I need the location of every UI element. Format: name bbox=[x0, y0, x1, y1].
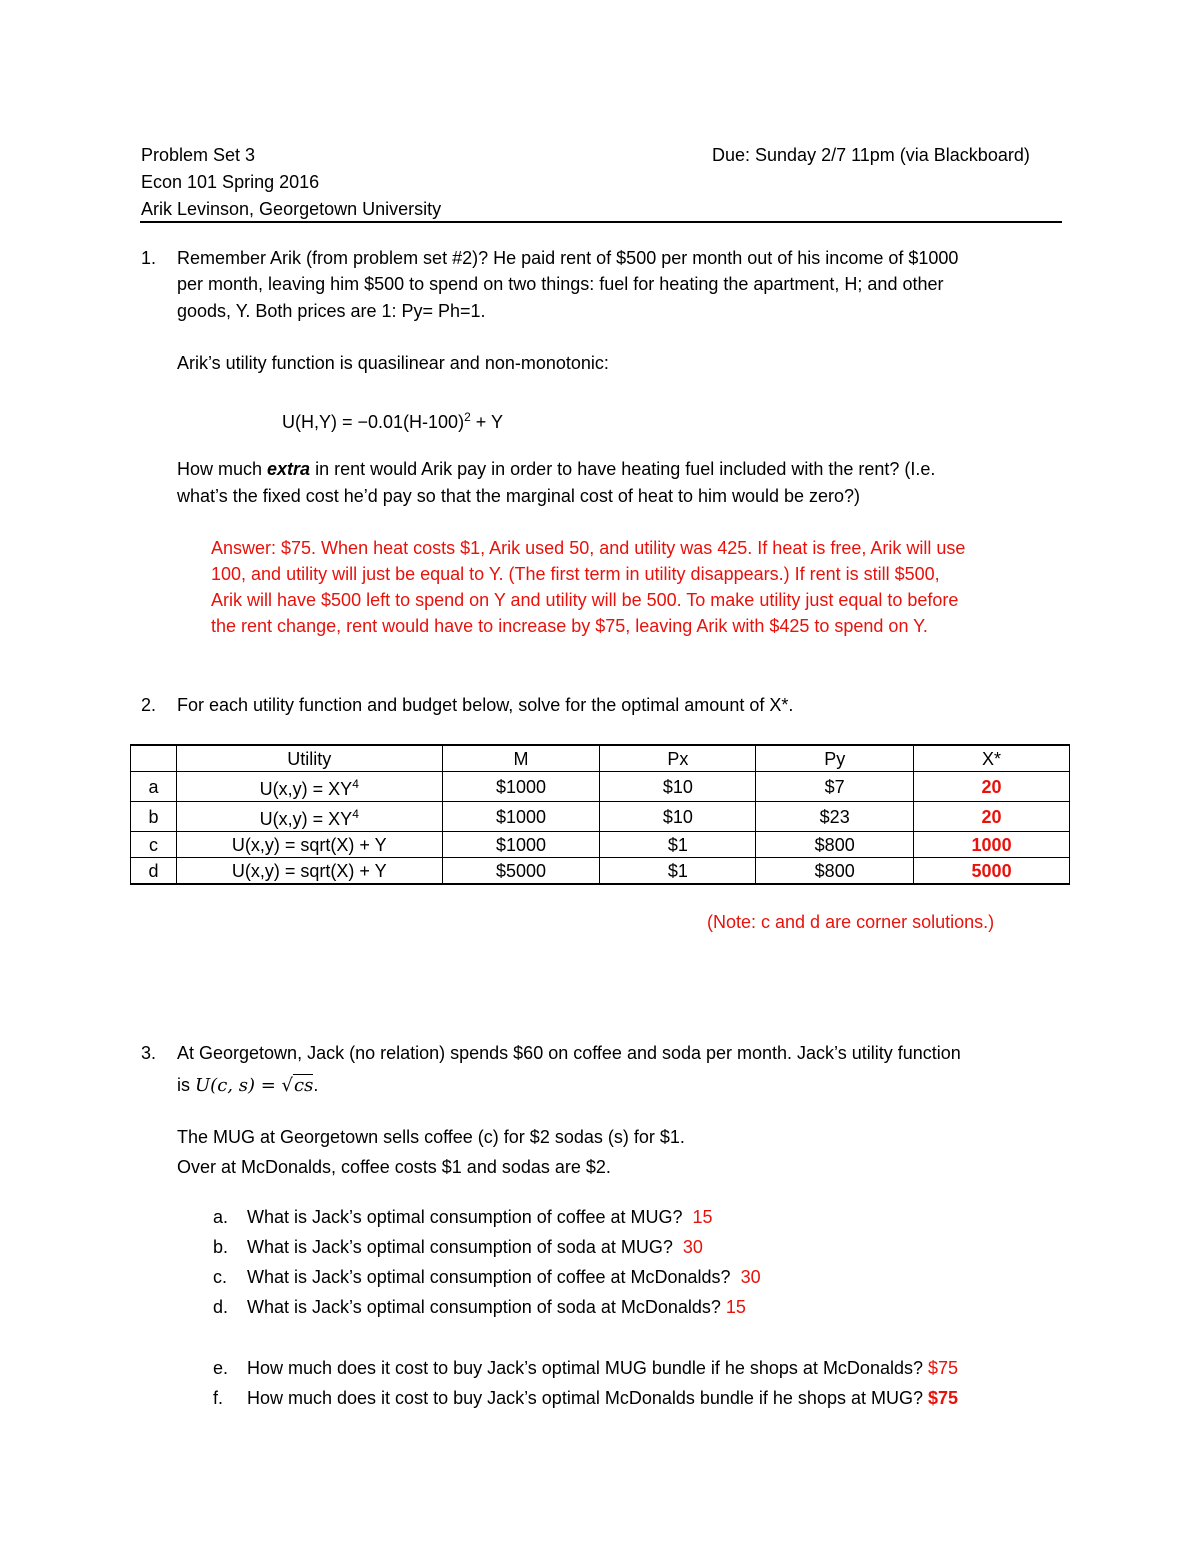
q3-item-label: d. bbox=[213, 1297, 229, 1317]
q3-item-label: c. bbox=[213, 1267, 228, 1287]
q1-formula-tail: + Y bbox=[470, 412, 503, 432]
income-cell: $1000 bbox=[442, 832, 600, 858]
q3-item-text: What is Jack’s optimal consumption of coffee at MUG? bbox=[247, 1207, 683, 1227]
sqrt-icon: √ bbox=[281, 1075, 293, 1096]
q3-utility-formula: U(c, s) = bbox=[195, 1075, 282, 1096]
q2-note: (Note: c and d are corner solutions.) bbox=[707, 912, 995, 932]
utility-cell: U(x,y) = sqrt(X) + Y bbox=[176, 858, 442, 885]
py-cell: $800 bbox=[756, 832, 914, 858]
q3-item-text: What is Jack’s optimal consumption of coffee at McDonalds? bbox=[247, 1267, 731, 1287]
q1-question-rest: in rent would Arik pay in order to have heating fuel included with the rent? (I.e. bbox=[310, 459, 936, 479]
q3-line-2: is U(c, s) = √cs. bbox=[177, 1075, 319, 1096]
px-cell: $10 bbox=[600, 802, 756, 832]
row-label: a bbox=[131, 772, 177, 802]
utility-cell bbox=[176, 772, 442, 802]
q1-answer-line-4: the rent change, rent would have to increase by $75, leaving Arik with $425 to spend on Y. bbox=[211, 616, 928, 636]
q1-formula-base: U(H,Y) = −0.01(H-100) bbox=[282, 412, 465, 432]
table-row bbox=[131, 802, 1070, 832]
utility-exponent: 4 bbox=[352, 777, 359, 791]
q3-mug-prices: The MUG at Georgetown sells coffee (c) for $2 sodas (s) for $1. bbox=[177, 1127, 685, 1147]
px-cell: $1 bbox=[600, 858, 756, 885]
header-rule bbox=[140, 221, 1062, 223]
problem-set-title: Problem Set 3 bbox=[141, 145, 256, 165]
q1-question-start: How much bbox=[177, 459, 268, 479]
q3-item-b bbox=[247, 1236, 703, 1258]
q1-line-1: Remember Arik (from problem set #2)? He paid rent of $500 per month out of his income of $1000 bbox=[177, 248, 959, 268]
author-line: Arik Levinson, Georgetown University bbox=[141, 199, 442, 219]
income-cell: $5000 bbox=[442, 858, 600, 885]
q3-item-text: What is Jack’s optimal consumption of soda at McDonalds? bbox=[247, 1297, 721, 1317]
q3-item-label: b. bbox=[213, 1237, 229, 1257]
q3-item-c bbox=[247, 1266, 761, 1288]
q3-line-2-start: is bbox=[177, 1075, 195, 1095]
table-header-cell: M bbox=[442, 745, 600, 772]
q3-item-label: f. bbox=[213, 1388, 224, 1408]
q1-line-2: per month, leaving him $500 to spend on two things: fuel for heating the apartment, H; and other bbox=[177, 274, 944, 294]
table-header-cell: Py bbox=[756, 745, 914, 772]
row-label: c bbox=[131, 832, 177, 858]
table-header-cell: X* bbox=[914, 745, 1070, 772]
table-header-row bbox=[131, 745, 1070, 772]
q3-item-answer: 30 bbox=[682, 1237, 703, 1257]
table-header-cell: Px bbox=[600, 745, 756, 772]
x-star-cell: 5000 bbox=[914, 858, 1070, 885]
px-cell: $1 bbox=[600, 832, 756, 858]
q3-item-f bbox=[247, 1387, 958, 1409]
utility-text: U(x,y) = XY bbox=[259, 809, 353, 829]
q1-utility-formula bbox=[282, 406, 503, 433]
q1-question-line-2: what’s the fixed cost he’d pay so that the marginal cost of heat to him would be zero?) bbox=[177, 486, 861, 506]
py-cell: $800 bbox=[756, 858, 914, 885]
table-row bbox=[131, 772, 1070, 802]
due-date: Due: Sunday 2/7 11pm (via Blackboard) bbox=[712, 145, 1030, 165]
q3-mcdonalds-prices: Over at McDonalds, coffee costs $1 and sodas are $2. bbox=[177, 1157, 611, 1177]
table-row bbox=[131, 858, 1070, 885]
q1-answer-line-2: 100, and utility will just be equal to Y. (The first term in utility disappears.) If rent is still $500, bbox=[211, 564, 940, 584]
q1-utility-intro: Arik’s utility function is quasilinear and non-monotonic: bbox=[177, 353, 609, 373]
q3-item-label: a. bbox=[213, 1207, 229, 1227]
table-header-cell: Utility bbox=[176, 745, 442, 772]
table-row bbox=[131, 832, 1070, 858]
q3-item-e bbox=[247, 1357, 958, 1379]
q1-answer-line-1: Answer: $75. When heat costs $1, Arik used 50, and utility was 425. If heat is free, Arik will use bbox=[211, 538, 966, 558]
q3-item-answer: 15 bbox=[692, 1207, 713, 1227]
q3-number: 3. bbox=[141, 1043, 157, 1063]
q1-answer-line-3: Arik will have $500 left to spend on Y and utility will be 500. To make utility just equal to before bbox=[211, 590, 959, 610]
row-label: d bbox=[131, 858, 177, 885]
income-cell: $1000 bbox=[442, 772, 600, 802]
income-cell: $1000 bbox=[442, 802, 600, 832]
q3-formula-radicand: cs bbox=[294, 1075, 314, 1096]
px-cell: $10 bbox=[600, 772, 756, 802]
q1-question-emphasis: extra bbox=[267, 459, 311, 479]
q3-item-answer: 15 bbox=[725, 1297, 746, 1317]
q2-prompt: For each utility function and budget below, solve for the optimal amount of X*. bbox=[177, 695, 794, 715]
q3-item-answer: $75 bbox=[928, 1388, 959, 1408]
utility-cell bbox=[176, 802, 442, 832]
py-cell: $7 bbox=[756, 772, 914, 802]
x-star-cell: 20 bbox=[914, 802, 1070, 832]
q1-line-3: goods, Y. Both prices are 1: Py= Ph=1. bbox=[177, 301, 486, 321]
q3-item-a bbox=[247, 1206, 713, 1228]
utility-exponent: 4 bbox=[352, 807, 359, 821]
q3-item-text: What is Jack’s optimal consumption of soda at MUG? bbox=[247, 1237, 673, 1257]
py-cell: $23 bbox=[756, 802, 914, 832]
q3-item-d bbox=[247, 1296, 746, 1318]
utility-cell: U(x,y) = sqrt(X) + Y bbox=[176, 832, 442, 858]
q3-item-text: How much does it cost to buy Jack’s optimal MUG bundle if he shops at McDonalds? bbox=[247, 1358, 923, 1378]
q2-table bbox=[130, 744, 1070, 885]
x-star-cell: 1000 bbox=[914, 832, 1070, 858]
q3-item-answer: $75 bbox=[928, 1358, 959, 1378]
q3-item-text: How much does it cost to buy Jack’s optimal McDonalds bundle if he shops at MUG? bbox=[247, 1388, 923, 1408]
x-star-cell: 20 bbox=[914, 772, 1070, 802]
table-header-cell bbox=[131, 745, 177, 772]
q1-number: 1. bbox=[141, 248, 157, 268]
q3-item-answer: 30 bbox=[740, 1267, 761, 1287]
q3-item-label: e. bbox=[213, 1358, 229, 1378]
q1-question-line-1 bbox=[177, 458, 935, 480]
q3-line-1: At Georgetown, Jack (no relation) spends $60 on coffee and soda per month. Jack’s utility function bbox=[177, 1043, 961, 1063]
utility-text: U(x,y) = XY bbox=[259, 779, 353, 799]
course-name: Econ 101 Spring 2016 bbox=[141, 172, 320, 192]
q2-number: 2. bbox=[141, 695, 157, 715]
row-label: b bbox=[131, 802, 177, 832]
q1-formula-exponent: 2 bbox=[464, 410, 471, 424]
